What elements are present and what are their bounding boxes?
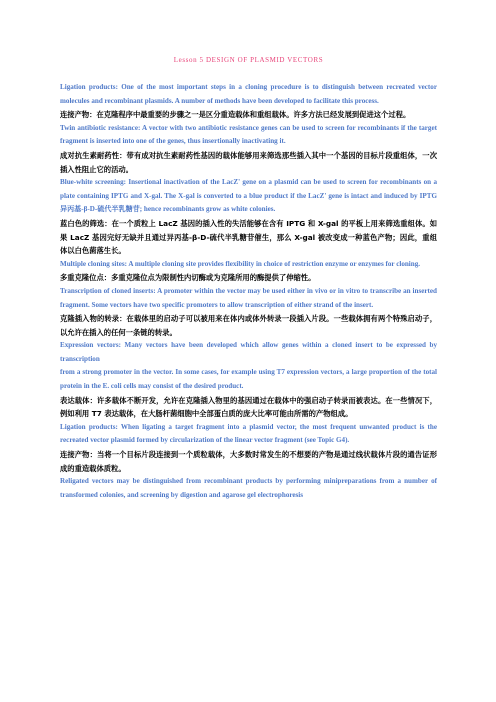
paragraph-ligation-products-2-en: Ligation products: When ligating a target fragment into a plasmid vector, the most frequent unwanted product is the recreated vector plasmid formed by circularization of the linear vector fragment (see Topic G4). <box>60 422 437 445</box>
document-page <box>60 56 437 502</box>
paragraph-twin-antibiotic-zh: 成对抗生素耐药性：带有成对抗生素耐药性基因的载体能够用来筛选那些插入其中一个基因的目标片段重组体，一次插入性阻止它的活动。 <box>60 150 437 174</box>
paragraph-ligation-products-2-zh: 连接产物：当将一个目标片段连接到一个质粒载体，大多数时常发生的不想要的产物是通过线状载体片段的通告证形成的重造载体质粒。 <box>60 450 437 473</box>
paragraph-transcription-en: Transcription of cloned inserts: A promoter within the vector may be used either in vivo or in vitro to transcribe an inserted fragment. Some vectors have two specific promoters to allow transcription of either strand of the insert. <box>60 286 437 309</box>
paragraph-ligation-products-zh: 连接产物：在克隆程序中最重要的步骤之一是区分重造载体和重组载体。许多方法已经发展到促进这个过程。 <box>60 110 411 120</box>
lesson-title: Lesson 5 DESIGN OF PLASMID VECTORS <box>173 56 324 64</box>
paragraph-expression-zh: 表达载体：许多载体不断开发，允许在克隆插入物里的基因通过在载体中的强启动子转录而被表达。在一些情况下，例如利用 T7 表达载体，在大肠杆菌细胞中全部蛋白质的庞大比率可能由所需的产物组成。 <box>60 395 437 419</box>
paragraph-expression-cont-en: from a strong promoter in the vector. In some cases, for example using T7 expression vectors, a large proportion of the total protein in the E. coli cells may consist of the desired product. <box>60 368 437 391</box>
paragraph-blue-white-zh: 蓝白色的筛选：在一个质粒上 LacZ 基因的插入性的失活能够在含有 IPTG 和 X-gal 的平板上用来筛选重组体。如果 LacZ 基因完好无缺并且通过异丙基-β-D-硫代半乳糖苷催生，那么 X-gal 被改变成一种蓝色产物；因此，重组体以白色菌落生长。 <box>60 218 437 256</box>
paragraph-multiple-cloning-en: Multiple cloning sites: A multiple cloning site provides flexibility in choice of restriction enzyme or enzymes for cloning. <box>60 259 421 268</box>
paragraph-multiple-cloning-zh: 多重克隆位点：多重克隆位点为限制性内切酶或为克隆所用的酶提供了伸缩性。 <box>60 273 316 283</box>
paragraph-ligation-products-en: Ligation products: One of the most important steps in a cloning procedure is to distinguish between recreated vector molecules and recombinant plasmids. A number of methods have been developed to facilitate this process. <box>60 83 437 105</box>
paragraph-expression-en: Expression vectors: Many vectors have been developed which allow genes within a cloned insert to be expressed by transcription <box>60 341 437 363</box>
paragraph-transcription-zh: 克隆插入物的转录：在载体里的启动子可以被用来在体内或体外转录一段插入片段。一些载体拥有两个特殊启动子，以允许在插入的任何一条链的转录。 <box>60 314 437 337</box>
paragraph-twin-antibiotic-en: Twin antibiotic resistance: A vector with two antibiotic resistance genes can be used to screen for recombinants if the target fragment is inserted into one of the genes, thus insertionally inactivating it. <box>60 123 437 146</box>
paragraph-blue-white-en: Blue-white screening: Insertional inactivation of the LacZ' gene on a plasmid can be used to screen for recombinants on a plate containing IPTG and X-gal. The X-gal is converted to a blue product if the LacZ' gene is intact and induced by IPTG 异丙基-β-D-硫代半乳糖苷; hence recombinants grow as white colonies. <box>60 178 437 214</box>
paragraph-religated-vectors-en: Religated vectors may be distinguished from recombinant products by performing minipreparations from a number of transformed colonies, and screening by digestion and agarose gel electrophoresis <box>60 477 437 499</box>
